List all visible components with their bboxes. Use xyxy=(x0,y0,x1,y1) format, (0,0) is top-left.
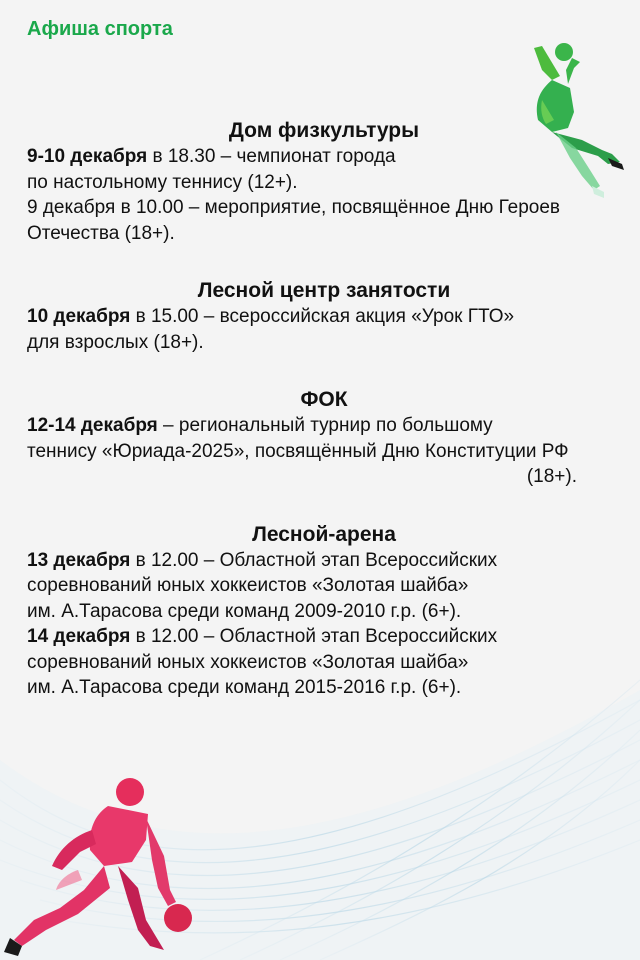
event-line: 9 декабря в 10.00 – мероприятие, посвящённое Дню Героев xyxy=(27,197,560,218)
venue-title: Дом физкультуры xyxy=(228,119,420,142)
event-line: им. А.Тарасова среди команд 2009-2010 г.р. (6+). xyxy=(27,600,462,622)
venue-lesnoy-arena xyxy=(27,522,627,701)
event-date: 9-10 декабря xyxy=(27,146,148,167)
event-line: им. А.Тарасова среди команд 2015-2016 г.р. (6+). xyxy=(27,677,462,698)
event-line: Отечества (18+). xyxy=(27,222,175,244)
event-date: 13 декабря xyxy=(27,549,131,571)
event-line: для взрослых (18+). xyxy=(27,331,204,353)
page-title: Афиша спорта xyxy=(27,18,173,40)
event-line: (18+). xyxy=(526,466,577,487)
event-line xyxy=(27,144,627,170)
events-list xyxy=(27,118,627,733)
event-text: в 15.00 – всероссийская акция «Урок ГТО» xyxy=(130,306,515,327)
event-text: – региональный турнир по большому xyxy=(157,415,493,436)
venue-dom-fizkultury xyxy=(27,118,627,246)
basketball-player-dribble-icon xyxy=(0,770,200,960)
event-text: в 12.00 – Областной этап Всероссийских xyxy=(130,626,498,647)
event-date: 10 декабря xyxy=(27,306,131,327)
venue-title: Лесной-арена xyxy=(252,522,396,546)
event-line: по настольному теннису (12+). xyxy=(27,171,298,193)
event-line xyxy=(27,624,627,650)
event-line xyxy=(27,304,627,330)
event-text: в 18.30 – чемпионат города xyxy=(147,146,396,167)
event-line xyxy=(27,548,627,574)
event-date: 14 декабря xyxy=(27,626,131,647)
venue-title: Лесной центр занятости xyxy=(197,279,451,302)
venue-lesnoy-centr xyxy=(27,278,627,355)
event-line: теннису «Юриада-2025», посвящённый Дню Конституции РФ xyxy=(27,440,569,462)
event-line xyxy=(27,413,627,439)
venue-title: ФОК xyxy=(300,388,348,411)
event-text: в 12.00 – Областной этап Всероссийских xyxy=(130,549,498,571)
event-line: соревнований юных хоккеистов «Золотая шайба» xyxy=(27,575,469,596)
event-date: 12-14 декабря xyxy=(27,415,158,436)
venue-fok xyxy=(27,387,627,490)
event-line: соревнований юных хоккеистов «Золотая шайба» xyxy=(27,651,469,673)
